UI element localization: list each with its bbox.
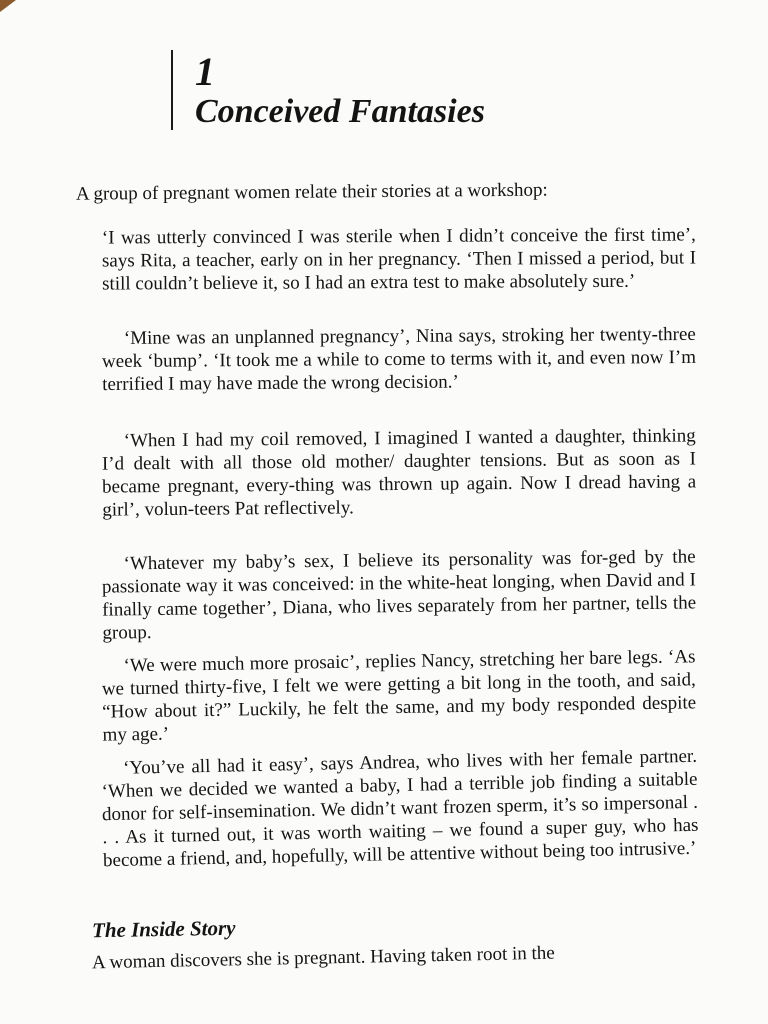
paragraph-andrea: ‘You’ve all had it easy’, says Andrea, who lives with her female partner. ‘When we decided we wanted a baby, I had a terrible job finding a suitable donor for self-insemination. We didn’t want frozen sperm, it’s so impersonal . . . As it turned out, it was worth waiting – we found a super guy, who has become a friend, and, hopefully, will be attentive without being too intrusive.’ bbox=[101, 745, 699, 872]
chapter-number: 1 bbox=[195, 49, 215, 94]
paragraph-nancy: ‘We were much more prosaic’, replies Nancy, stretching her bare legs. ‘As we turned thirty-five, I felt we were getting a bit long in the tooth, and said, “How about it?” Luckily, he felt the same, and my body responded despite my age.’ bbox=[101, 646, 697, 746]
paragraph-rita: ‘I was utterly convinced I was sterile when I didn’t conceive the first time’, says Rita, a teacher, early on in her pregnancy. ‘Then I missed a period, but I still couldn’t believe it, so I had an extra test to make absolutely sure.’ bbox=[101, 224, 697, 295]
chapter-rule bbox=[171, 50, 173, 130]
section-heading: The Inside Story bbox=[91, 915, 236, 943]
page-corner-mark bbox=[0, 0, 16, 12]
section-body: A woman discovers she is pregnant. Having taken root in the bbox=[91, 942, 555, 974]
paragraph-nina: ‘Mine was an unplanned pregnancy’, Nina says, stroking her twenty-three week ‘bump’. ‘It took me a while to come to terms with it, and even now I’m terrified I may have made the wrong decision.’ bbox=[101, 323, 697, 396]
chapter-title: Conceived Fantasies bbox=[195, 93, 485, 130]
paragraph-diana: ‘Whatever my baby’s sex, I believe its personality was for-ged by the passionate way it was conceived: in the white-heat longing, when David and I finally came together’, Diana, who lives separately from her partner, tells the group. bbox=[101, 546, 697, 644]
paragraph-pat: ‘When I had my coil removed, I imagined I wanted a daughter, thinking I’d dealt with all those old mother/ daughter tensions. But as soon as I became pregnant, every-thing was thrown up again. Now I dread having a girl’, volun-teers Pat reflectively. bbox=[101, 425, 697, 521]
intro-paragraph: A group of pregnant women relate their stories at a workshop: bbox=[75, 179, 548, 205]
